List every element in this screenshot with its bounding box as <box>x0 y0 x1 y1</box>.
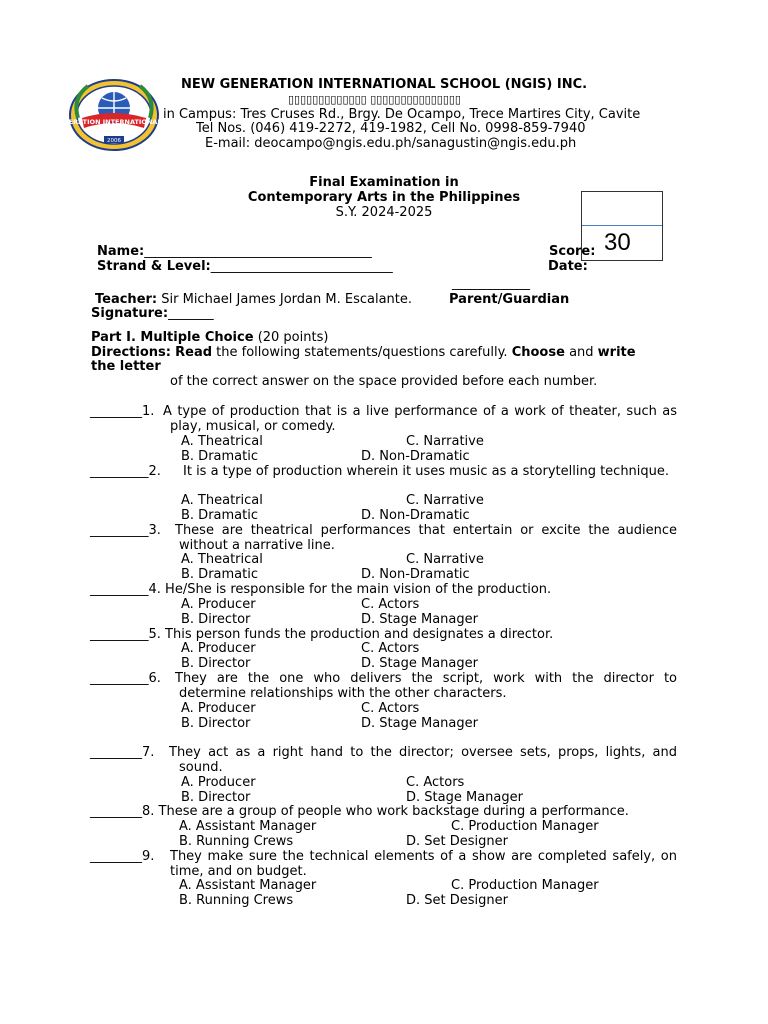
choice-c[interactable]: C. Actors <box>406 775 465 790</box>
choice-a[interactable]: A. Assistant Manager <box>179 878 317 893</box>
choice-c[interactable]: C. Production Manager <box>451 878 599 893</box>
choice-a[interactable]: A. Producer <box>181 641 256 656</box>
directions-the-letter: the letter <box>91 359 161 374</box>
question-7: ________7. <box>90 745 155 760</box>
answer-blank[interactable]: _________ <box>90 523 149 538</box>
choice-d[interactable]: D. Non-Dramatic <box>361 449 470 464</box>
choice-d[interactable]: D. Stage Manager <box>406 790 523 805</box>
choice-b[interactable]: B. Dramatic <box>181 449 258 464</box>
question-text: They are the one who delivers the script, work with the director to determine relationships with the other characters. <box>175 671 677 701</box>
choice-c[interactable]: C. Narrative <box>406 434 484 449</box>
question-3: _________3. <box>90 523 161 538</box>
exam-title: Final Examination in <box>309 175 459 190</box>
question-text: These are theatrical performances that entertain or excite the audience without a narrative line. <box>175 523 677 553</box>
logo-year: 2006 <box>107 138 121 144</box>
question-text: This person funds the production and designates a director. <box>165 627 554 642</box>
question-6: _________6. <box>90 671 161 686</box>
answer-blank[interactable]: _________ <box>90 582 149 597</box>
name-line: ___________________________________ <box>144 244 372 259</box>
question-text: They act as a right hand to the director; oversee sets, props, lights, and sound. <box>169 745 677 775</box>
choice-b[interactable]: B. Dramatic <box>181 508 258 523</box>
directions: Directions: Read the following statements/questions carefully. Choose and write <box>91 345 636 360</box>
question-4: _________4. He/She is responsible for the main vision of the production. <box>90 582 552 597</box>
question-text: It is a type of production wherein it uses music as a storytelling technique. <box>183 464 670 479</box>
choice-b[interactable]: B. Director <box>181 716 251 731</box>
answer-blank[interactable]: _________ <box>90 671 149 686</box>
choice-d[interactable]: D. Non-Dramatic <box>361 567 470 582</box>
date-label: Date: <box>548 259 588 274</box>
choice-b[interactable]: B. Director <box>181 656 251 671</box>
parent-label: Parent/Guardian <box>449 292 570 307</box>
answer-blank[interactable]: ________ <box>90 849 142 864</box>
question-9: ________9. <box>90 849 155 864</box>
choice-c[interactable]: C. Actors <box>361 597 420 612</box>
choice-a[interactable]: A. Producer <box>181 701 256 716</box>
choice-b[interactable]: B. Director <box>181 612 251 627</box>
question-2: _________2. <box>90 464 161 479</box>
choice-d[interactable]: D. Set Designer <box>406 834 508 849</box>
choice-c[interactable]: C. Narrative <box>406 493 484 508</box>
choice-d[interactable]: D. Set Designer <box>406 893 508 908</box>
choice-d[interactable]: D. Stage Manager <box>361 656 478 671</box>
school-name: NEW GENERATION INTERNATIONAL SCHOOL (NGIS) INC. <box>180 77 588 92</box>
choice-c[interactable]: C. Narrative <box>406 552 484 567</box>
question-5: _________5. This person funds the production and designates a director. <box>90 627 554 642</box>
strand-field[interactable] <box>97 260 393 275</box>
choice-a[interactable]: A. Producer <box>181 597 256 612</box>
name-label: Name: <box>97 244 145 259</box>
garbled-line: ▯▯▯▯▯▯▯▯▯▯▯▯▯ ▯▯▯▯▯▯▯▯▯▯▯▯▯▯▯ <box>288 93 461 106</box>
question-text: A type of production that is a live performance of a work of theater, such as play, musical, or comedy. <box>163 404 677 434</box>
email: E-mail: deocampo@ngis.edu.ph/sanagustin@ngis.edu.ph <box>205 136 577 151</box>
question-8: ________8. These are a group of people who work backstage during a performance. <box>90 804 629 819</box>
parent-line: ____________ <box>452 276 530 291</box>
choice-a[interactable]: A. Theatrical <box>181 552 263 567</box>
strand-label: Strand & Level: <box>97 259 211 274</box>
choice-d[interactable]: D. Non-Dramatic <box>361 508 470 523</box>
choice-a[interactable]: A. Assistant Manager <box>179 819 317 834</box>
choice-b[interactable]: B. Dramatic <box>181 567 258 582</box>
directions-continued: of the correct answer on the space provided before each number. <box>170 374 598 389</box>
signature-line: _______ <box>168 306 214 321</box>
score-value: 30 <box>604 229 631 256</box>
question-text: They make sure the technical elements of a show are completed safely, on time, and on budget. <box>170 849 677 879</box>
choice-d[interactable]: D. Stage Manager <box>361 612 478 627</box>
signature-label: Signature: <box>91 306 169 321</box>
choice-a[interactable]: A. Producer <box>181 775 256 790</box>
choice-a[interactable]: A. Theatrical <box>181 434 263 449</box>
choice-b[interactable]: B. Director <box>181 790 251 805</box>
score-label: Score: <box>549 244 596 259</box>
choice-b[interactable]: B. Running Crews <box>179 893 294 908</box>
name-field[interactable] <box>97 245 372 260</box>
part-title: Part I. Multiple Choice (20 points) <box>91 330 329 345</box>
answer-blank[interactable]: _________ <box>90 627 149 642</box>
question-text: These are a group of people who work backstage during a performance. <box>158 804 629 819</box>
signature-field[interactable] <box>91 307 214 322</box>
question-text: He/She is responsible for the main vision of the production. <box>165 582 552 597</box>
exam-subject: Contemporary Arts in the Philippines <box>247 190 521 205</box>
strand-line: ____________________________ <box>210 259 393 274</box>
answer-blank[interactable]: _________ <box>90 464 149 479</box>
answer-blank[interactable]: ________ <box>90 804 142 819</box>
campus-address: in Campus: Tres Cruses Rd., Brgy. De Ocampo, Trece Martires City, Cavite <box>163 107 641 122</box>
answer-blank[interactable]: ________ <box>90 404 142 419</box>
choice-c[interactable]: C. Production Manager <box>451 819 599 834</box>
choice-d[interactable]: D. Stage Manager <box>361 716 478 731</box>
choice-a[interactable]: A. Theatrical <box>181 493 263 508</box>
choice-c[interactable]: C. Actors <box>361 701 420 716</box>
choice-c[interactable]: C. Actors <box>361 641 420 656</box>
teacher-name: Sir Michael James Jordan M. Escalante. <box>161 292 413 307</box>
question-1: ________1. <box>90 404 155 419</box>
score-divider <box>582 225 662 226</box>
teacher-label: Teacher: <box>95 292 158 307</box>
answer-blank[interactable]: ________ <box>90 745 142 760</box>
logo-text: NEW GENERATION INTERNATIONAL SCHOOL <box>34 118 194 126</box>
school-year: S.Y. 2024-2025 <box>335 205 433 220</box>
telephone: Tel Nos. (046) 419-2272, 419-1982, Cell No. 0998-859-7940 <box>196 121 586 136</box>
choice-b[interactable]: B. Running Crews <box>179 834 294 849</box>
